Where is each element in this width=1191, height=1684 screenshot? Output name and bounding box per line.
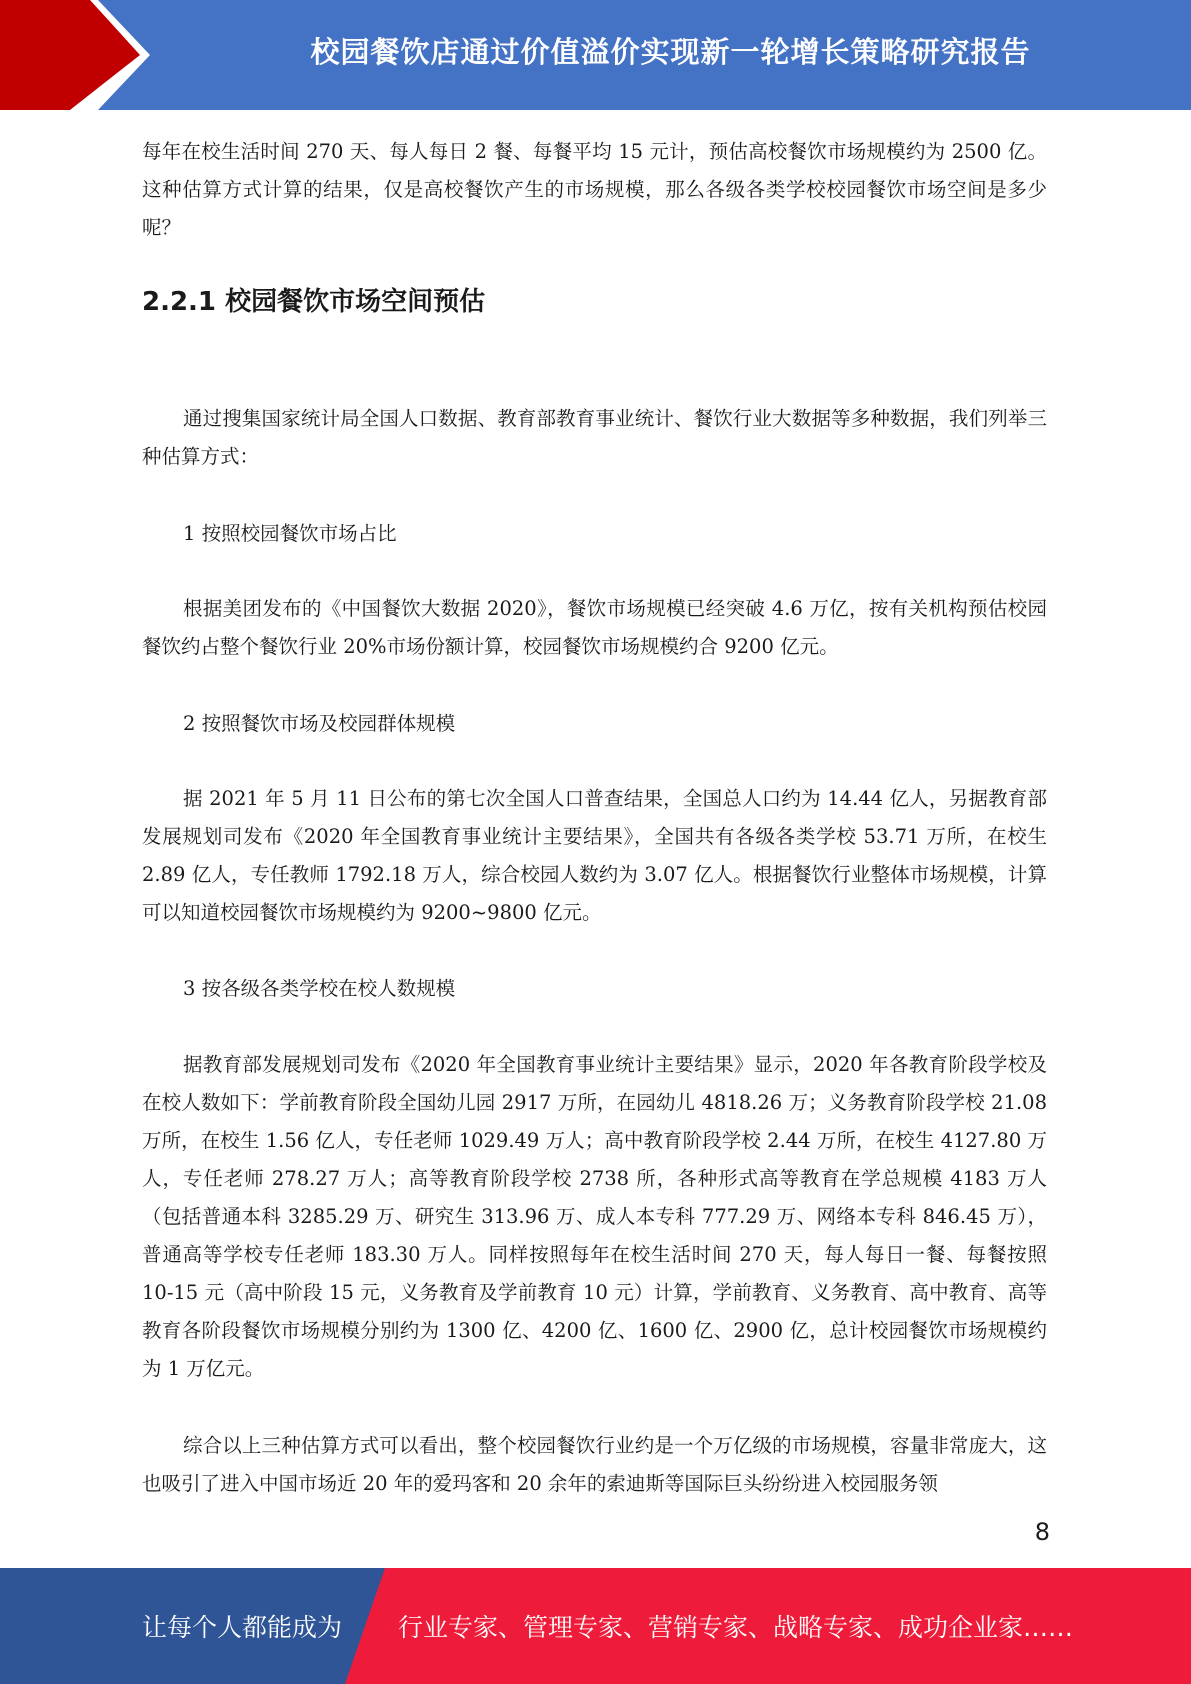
conclusion-paragraph: 综合以上三种估算方式可以看出，整个校园餐饮行业约是一个万亿级的市场规模，容量非常庞大，这也吸引了进入中国市场近 20 年的爱玛客和 20 余年的索迪斯等国际巨头纷纷进入校园服务领 (142, 1434, 1047, 1495)
intro-paragraph: 每年在校生活时间 270 天、每人每日 2 餐、每餐平均 15 元计，预估高校餐饮市场规模约为 2500 亿。这种估算方式计算的结果，仅是高校餐饮产生的市场规模，那么各级各类学校校园餐饮市场空间是多少呢？ (142, 140, 1047, 239)
page-footer (0, 1568, 1191, 1684)
page-number: 8 (1034, 1518, 1050, 1546)
page-header (0, 0, 1191, 110)
methods-paragraph: 通过搜集国家统计局全国人口数据、教育部教育事业统计、餐饮行业大数据等多种数据，我们列举三种估算方式： (142, 407, 1047, 468)
method3-title: 3 按各级各类学校在校人数规模 (183, 977, 456, 1000)
section-heading: 2.2.1 校园餐饮市场空间预估 (142, 287, 486, 317)
method1-paragraph: 根据美团发布的《中国餐饮大数据 2020》，餐饮市场规模已经突破 4.6 万亿，按有关机构预估校园餐饮约占整个餐饮行业 20%市场份额计算，校园餐饮市场规模约合 9200 亿元。 (142, 597, 1047, 658)
method2-title: 2 按照餐饮市场及校园群体规模 (183, 712, 456, 735)
method2-paragraph: 据 2021 年 5 月 11 日公布的第七次全国人口普查结果，全国总人口约为 14.44 亿人，另据教育部发展规划司发布《2020 年全国教育事业统计主要结果》，全国共有各级各类学校 53.71 万所，在校生 2.89 亿人，专任教师 1792.18 万人，综合校园人数约为 3.07 亿人。根据餐饮行业整体市场规模，计算可以知道校园餐饮市场规模约为 9200~9800 亿元。 (142, 787, 1047, 924)
method3-paragraph: 据教育部发展规划司发布《2020 年全国教育事业统计主要结果》显示，2020 年各教育阶段学校及在校人数如下：学前教育阶段全国幼儿园 2917 万所，在园幼儿 4818.26 万；义务教育阶段学校 21.08 万所，在校生 1.56 亿人，专任老师 1029.49 万人；高中教育阶段学校 2.44 万所，在校生 4127.80 万人，专任老师 278.27 万人；高等教育阶段学校 2738 所，各种形式高等教育在学总规模 4183 万人（包括普通本科 3285.29 万、研究生 313.96 万、成人本专科 777.29 万、网络本专科 846.45 万），普通高等学校专任老师 183.30 万人。同样按照每年在校生活时间 270 天，每人每日一餐、每餐按照 10-15 元（高中阶段 15 元，义务教育及学前教育 10 元）计算，学前教育、义务教育、高中教育、高等教育各阶段餐饮市场规模分别约为 1300 亿、4200 亿、1600 亿、2900 亿，总计校园餐饮市场规模约为 1 万亿元。 (142, 1053, 1047, 1380)
header-title: 校园餐饮店通过价值溢价实现新一轮增长策略研究报告 (310, 34, 1031, 69)
method1-title: 1 按照校园餐饮市场占比 (183, 522, 397, 545)
footer-slogan-left: 让每个人都能成为 (142, 1613, 343, 1642)
footer-slogan-right: 行业专家、管理专家、营销专家、战略专家、成功企业家…… (398, 1613, 1074, 1642)
